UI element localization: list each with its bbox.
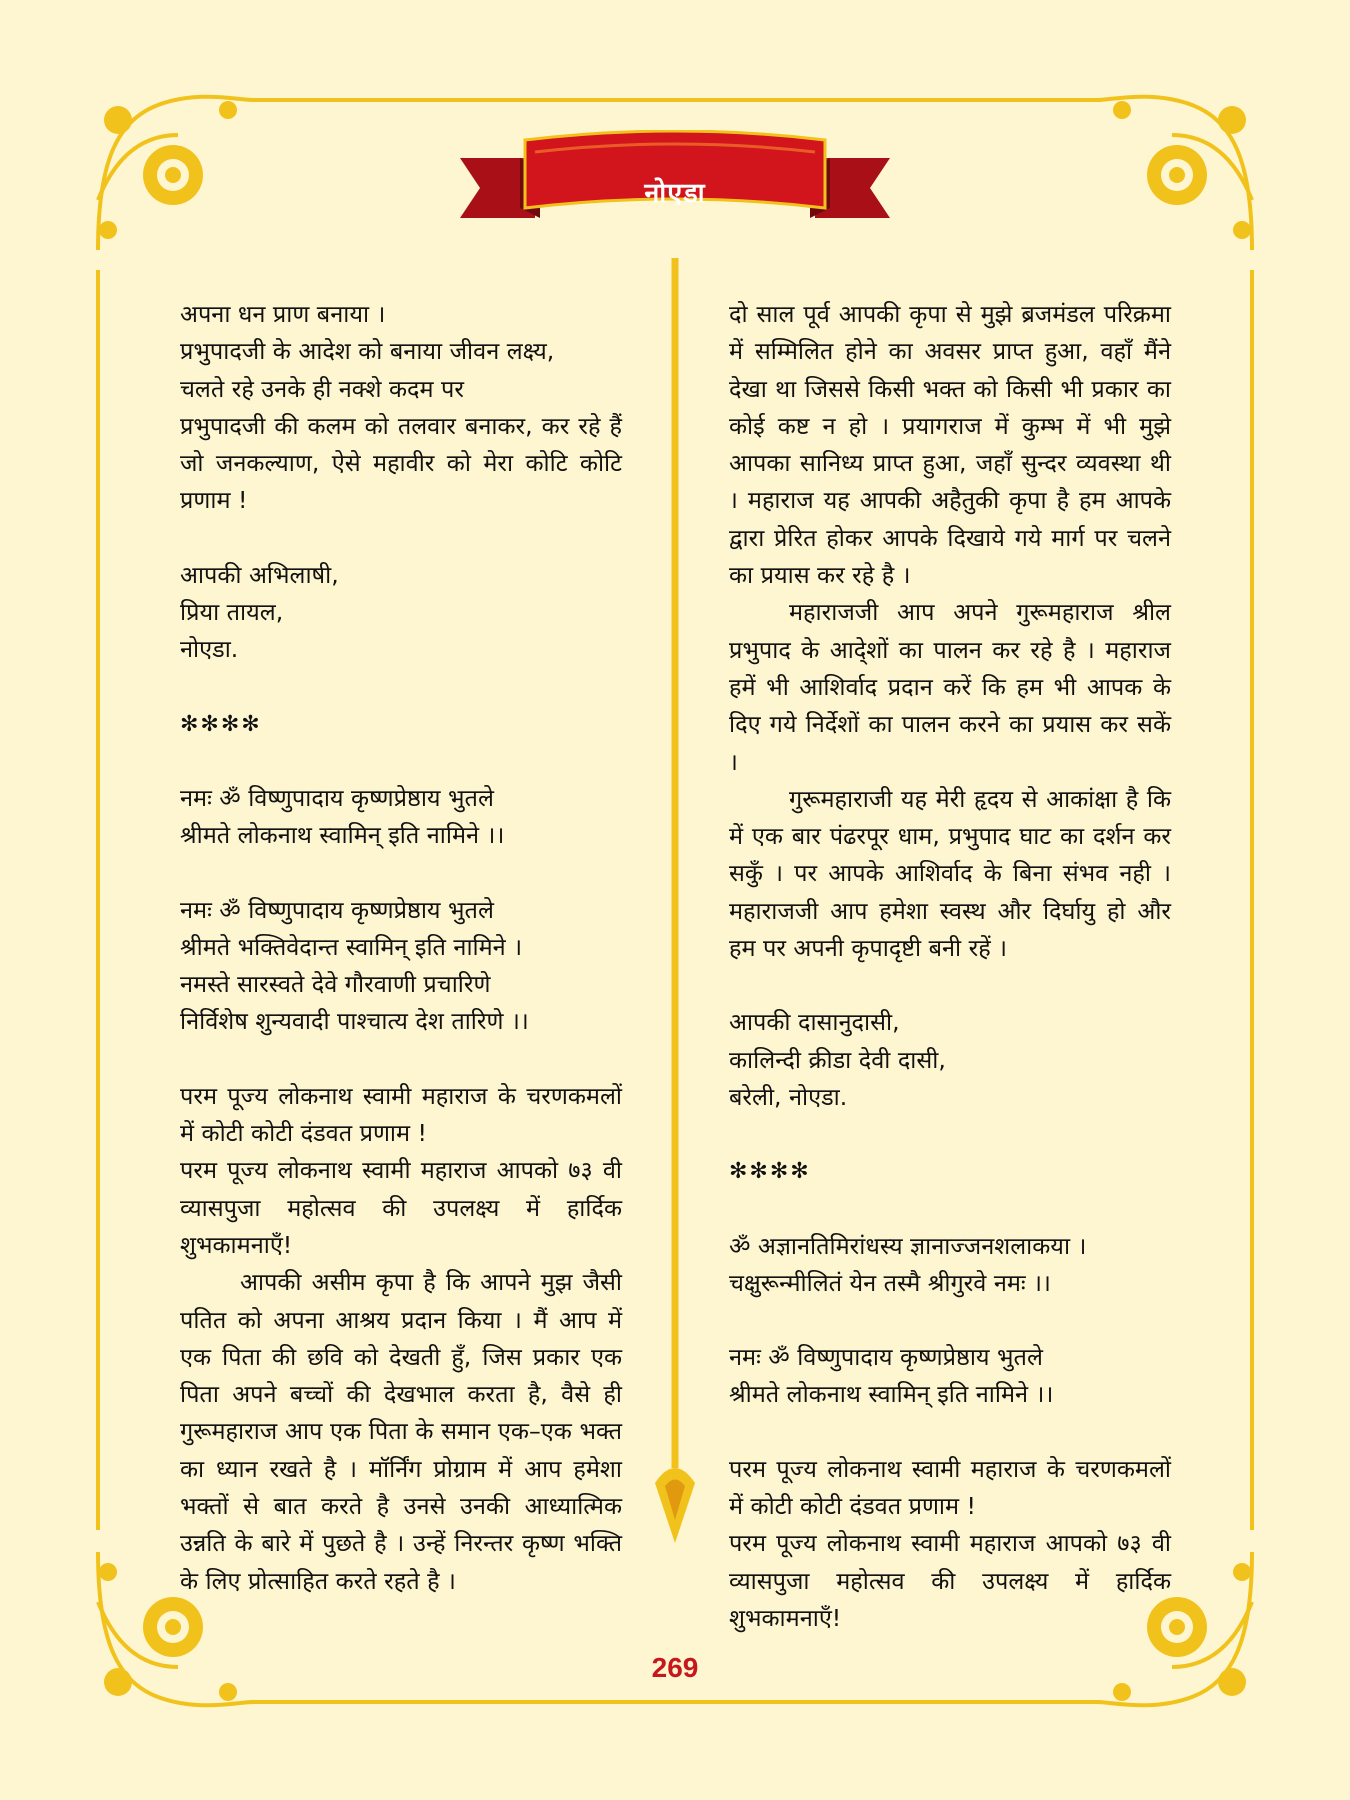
spacer bbox=[180, 669, 622, 706]
paragraph: आपकी असीम कृपा है कि आपने मुझ जैसी पतित को अपना आश्रय प्रदान किया । मैं आप में एक पिता की छवि को देखती हुँ, जिस प्रकार एक पिता अपने बच्चों की देखभाल करता है, वैसे ही गुरूमहाराज आप एक पिता के समान एक–एक भक्त का ध्यान रखते है । मॉर्निंग प्रोग्राम में आप हमेशा भक्तों से बात करते है उनसे उनकी आध्यात्मिक उन्नति के बारे में पुछते है । उन्हें निरन्तर कृष्ण भक्ति के लिए प्रोत्साहित करते रहते है । bbox=[180, 1268, 622, 1595]
paragraph: परम पूज्य लोकनाथ स्वामी महाराज के चरणकमलों में कोटी कोटी दंडवत प्रणाम ! bbox=[180, 1081, 622, 1148]
frame-left-line bbox=[96, 270, 100, 1530]
paragraph: अपना धन प्राण बनाया । bbox=[180, 300, 386, 328]
frame-right-line bbox=[1250, 270, 1254, 1530]
paragraph: परम पूज्य लोकनाथ स्वामी महाराज आपको ७३ वी व्यासपुजा महोत्सव की उपलक्ष्य में हार्दिक शुभकामनाएँ! bbox=[180, 1156, 622, 1259]
paragraph: निर्विशेष शुन्यवादी पाश्चात्य देश तारिणे ।। bbox=[180, 1007, 529, 1036]
paragraph: श्रीमते लोकनाथ स्वामिन् इति नामिने ।। bbox=[180, 821, 505, 850]
left-column bbox=[180, 296, 622, 1600]
paragraph: चक्षुरून्मीलितं येन तस्मै श्रीगुरवे नमः ।। bbox=[729, 1268, 1051, 1297]
paragraph: परम पूज्य लोकनाथ स्वामी महाराज आपको ७३ वी व्यासपुजा महोत्सव की उपलक्ष्य में हार्दिक शुभकामनाएँ! bbox=[729, 1529, 1171, 1632]
column-divider bbox=[650, 258, 700, 1548]
frame-bottom-line bbox=[250, 1700, 1100, 1704]
spacer bbox=[180, 855, 622, 892]
spacer bbox=[729, 1302, 1171, 1339]
paragraph: प्रिया तायल, bbox=[180, 598, 284, 627]
paragraph: नमः ॐ विष्णुपादाय कृष्णप्रेष्ठाय भुतले bbox=[180, 895, 494, 924]
section-separator: ✻✻✻✻ bbox=[729, 1159, 811, 1185]
paragraph: बरेली, नोएडा. bbox=[729, 1082, 848, 1111]
paragraph: प्रभुपादजी के आदेश को बनाया जीवन लक्ष्य, bbox=[180, 337, 555, 366]
spacer bbox=[729, 1191, 1171, 1228]
paragraph: श्रीमते भक्तिवेदान्त स्वामिन् इति नामिने । bbox=[180, 932, 523, 961]
section-title: नोएडा bbox=[644, 178, 706, 209]
paragraph: चलते रहे उनके ही नक्शे कदम पर bbox=[180, 374, 464, 403]
paragraph: कालिन्दी क्रीडा देवी दासी, bbox=[729, 1045, 946, 1074]
paragraph: प्रभुपादजी की कलम को तलवार बनाकर, कर रहे हैं जो जनकल्याण, ऐसे महावीर को मेरा कोटि कोटि प्रणाम ! bbox=[180, 411, 622, 515]
corner-ornament-top-left bbox=[78, 80, 258, 260]
paragraph: परम पूज्य लोकनाथ स्वामी महाराज के चरणकमलों में कोटी कोटी दंडवत प्रणाम ! bbox=[729, 1454, 1171, 1521]
spacer bbox=[180, 743, 622, 780]
spacer bbox=[729, 967, 1171, 1004]
paragraph: नमस्ते सारस्वते देवे गौरवाणी प्रचारिणे bbox=[180, 970, 491, 999]
paragraph: नमः ॐ विष्णुपादाय कृष्णप्रेष्ठाय भुतले bbox=[180, 783, 494, 812]
spacer bbox=[180, 520, 622, 557]
paragraph: श्रीमते लोकनाथ स्वामिन् इति नामिने ।। bbox=[729, 1380, 1054, 1409]
corner-ornament-top-right bbox=[1092, 80, 1272, 260]
page-number: 269 bbox=[651, 1652, 699, 1683]
paragraph: आपकी दासानुदासी, bbox=[729, 1008, 900, 1037]
paragraph: नमः ॐ विष्णुपादाय कृष्णप्रेष्ठाय भुतले bbox=[729, 1343, 1043, 1372]
right-column bbox=[729, 296, 1171, 1637]
paragraph: महाराजजी आप अपने गुरूमहाराज श्रील प्रभुपाद के आदे्शों का पालन कर रहे है । महाराज हमें भी आशिर्वाद प्रदान करें कि हम भी आपक के दिए गये निर्देशों का पालन करने का प्रयास कर सकें । bbox=[729, 598, 1171, 776]
spacer bbox=[729, 1116, 1171, 1153]
spacer bbox=[729, 1414, 1171, 1451]
paragraph: ॐ अज्ञानतिमिरांधस्य ज्ञानाज्जनशलाकया । bbox=[729, 1231, 1087, 1260]
frame-top-line bbox=[250, 98, 1100, 102]
paragraph: गुरूमहाराजी यह मेरी हृदय से आकांक्षा है कि में एक बार पंढरपूर धाम, प्रभुपाद घाट का दर्शन कर सकुँ । पर आपके आशिर्वाद के बिना संभव नही । महाराजजी आप हमेशा स्वस्थ और दिर्घायु हो और हम पर अपनी कृपादृष्टी बनी रहें । bbox=[729, 784, 1171, 963]
section-separator: ✻✻✻✻ bbox=[180, 711, 262, 737]
paragraph: नोएडा. bbox=[180, 635, 239, 664]
paragraph: आपकी अभिलाषी, bbox=[180, 560, 339, 589]
paragraph: दो साल पूर्व आपकी कृपा से मुझे ब्रजमंडल परिक्रमा में सम्मिलित होने का अवसर प्राप्त हुआ, वहाँ मैंने देखा था जिससे किसी भक्त को किसी भी प्रकार का कोई कष्ट न हो । प्रयागराज में कुम्भ में भी मुझे आपका सानिध्य प्राप्त हुआ, जहाँ सुन्दर व्यवस्था थी । महाराज यह आपकी अहैतुकी कृपा है हम आपके द्वारा प्रेरित होकर आपके दिखाये गये मार्ग पर चलने का प्रयास कर रहे है । bbox=[729, 300, 1171, 590]
spacer bbox=[180, 1041, 622, 1078]
